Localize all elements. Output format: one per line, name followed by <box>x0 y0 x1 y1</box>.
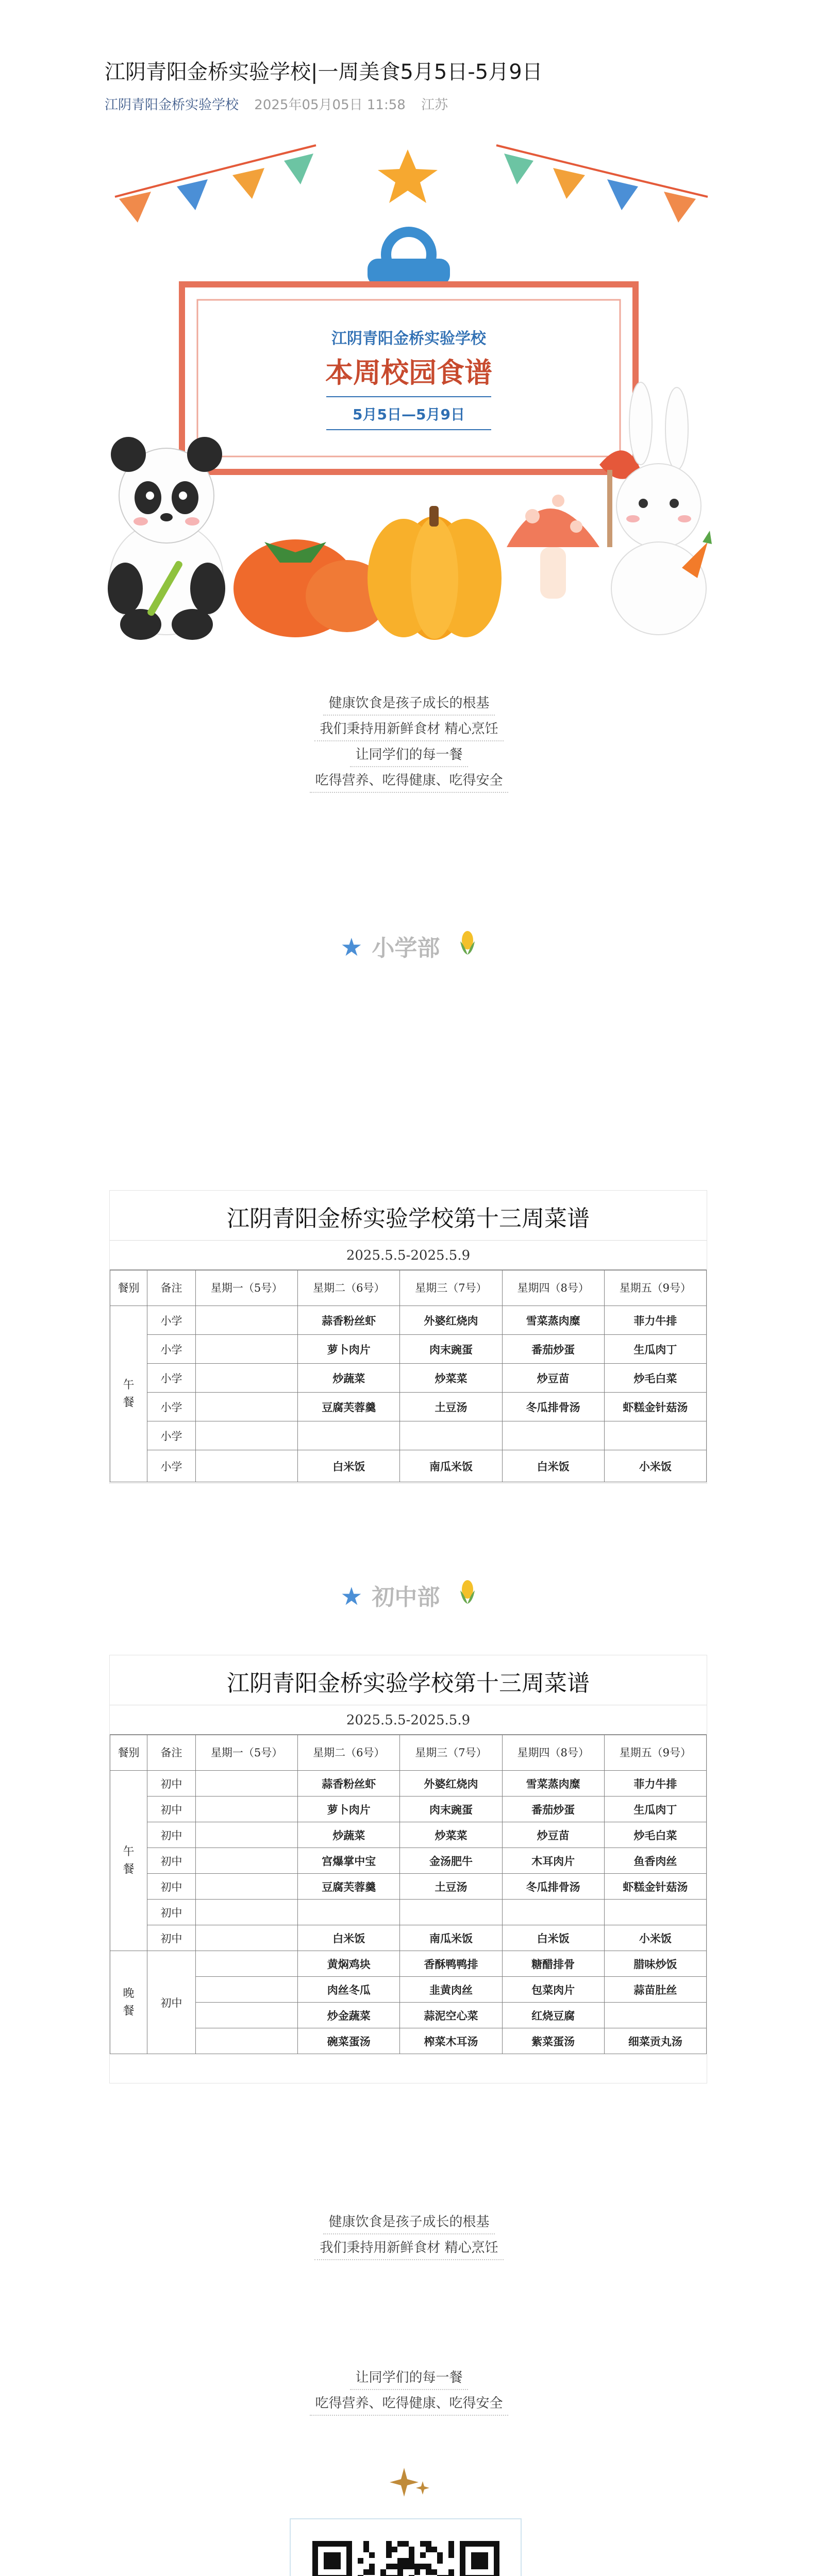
table-row <box>110 1848 707 1874</box>
dish-cell: 炒蔬菜 <box>298 1364 400 1393</box>
dish-cell: 炒毛白菜 <box>604 1822 706 1848</box>
dish-cell: 菲力牛排 <box>604 1771 706 1797</box>
table-row <box>110 1306 707 1335</box>
dish-cell <box>502 1421 604 1450</box>
dish-cell: 白米饭 <box>502 1925 604 1951</box>
dish-cell: 白米饭 <box>298 1925 400 1951</box>
dish-cell: 榨菜木耳汤 <box>400 2028 502 2054</box>
dish-cell: 炒菜菜 <box>400 1822 502 1848</box>
header-cell: 星期一（5号） <box>196 1270 298 1306</box>
dish-cell <box>196 2003 298 2028</box>
dish-cell: 紫菜蛋汤 <box>502 2028 604 2054</box>
note-cell: 小学 <box>147 1421 196 1450</box>
table-row <box>110 1421 707 1450</box>
table-row <box>110 1797 707 1822</box>
header-cell: 星期四（8号） <box>502 1735 604 1771</box>
dish-cell <box>298 1421 400 1450</box>
corn-icon <box>449 935 477 961</box>
table-row <box>110 1335 707 1364</box>
menu-header-row <box>110 1270 707 1306</box>
dish-cell <box>196 1797 298 1822</box>
header-cell: 餐别 <box>110 1270 147 1306</box>
dish-cell: 白米饭 <box>502 1450 604 1482</box>
dish-cell <box>502 1900 604 1925</box>
dish-cell: 番茄炒蛋 <box>502 1335 604 1364</box>
pumpkin-illustration <box>368 506 502 640</box>
dish-cell: 炒豆苗 <box>502 1822 604 1848</box>
dish-cell: 番茄炒蛋 <box>502 1797 604 1822</box>
header-cell: 星期一（5号） <box>196 1735 298 1771</box>
menu-title: 江阴青阳金桥实验学校第十三周菜谱 <box>110 1191 707 1241</box>
dish-cell: 碗菜蛋汤 <box>298 2028 400 2054</box>
dish-cell: 包菜肉片 <box>502 1977 604 2003</box>
menu-header-row <box>110 1735 707 1771</box>
dish-cell <box>196 1951 298 1977</box>
menu-table-primary <box>109 1190 707 1484</box>
dish-cell: 糖醋排骨 <box>502 1951 604 1977</box>
table-row <box>110 1450 707 1482</box>
dish-cell: 土豆汤 <box>400 1393 502 1421</box>
dish-cell: 外婆红烧肉 <box>400 1306 502 1335</box>
dish-cell: 黄焖鸡块 <box>298 1951 400 1977</box>
header-cell: 餐别 <box>110 1735 147 1771</box>
table-row <box>110 1874 707 1900</box>
dish-cell <box>196 1874 298 1900</box>
note-cell: 小学 <box>147 1306 196 1335</box>
dish-cell: 宫爆掌中宝 <box>298 1848 400 1874</box>
menu-grid <box>110 1270 707 1482</box>
dish-cell: 蒜泥空心菜 <box>400 2003 502 2028</box>
dish-cell <box>196 1364 298 1393</box>
note-cell: 初中 <box>147 1848 196 1874</box>
dish-cell: 蒜香粉丝虾 <box>298 1771 400 1797</box>
dish-cell: 虾糕金针菇汤 <box>604 1393 706 1421</box>
dish-cell <box>604 2003 706 2028</box>
table-row <box>110 1822 707 1848</box>
dish-cell <box>400 1421 502 1450</box>
dish-cell: 外婆红烧肉 <box>400 1771 502 1797</box>
article-meta <box>105 94 459 113</box>
note-cell: 小学 <box>147 1450 196 1482</box>
dish-cell: 肉丝冬瓜 <box>298 1977 400 2003</box>
slogan-line: 让同学们的每一餐 <box>0 2367 818 2390</box>
dish-cell: 蒜香粉丝虾 <box>298 1306 400 1335</box>
header-cell: 备注 <box>147 1735 196 1771</box>
header-cell: 星期三（7号） <box>400 1270 502 1306</box>
dish-cell <box>604 1900 706 1925</box>
banner-heading-text: 本周校园食谱 <box>325 357 492 389</box>
dish-cell: 炒蔬菜 <box>298 1822 400 1848</box>
table-row <box>110 1364 707 1393</box>
dish-cell: 小米饭 <box>604 1450 706 1482</box>
dish-cell: 蒜苗肚丝 <box>604 1977 706 2003</box>
menu-body <box>110 1771 707 2054</box>
menu-title: 江阴青阳金桥实验学校第十三周菜谱 <box>110 1655 707 1705</box>
dish-cell <box>196 1822 298 1848</box>
dish-cell: 鱼香肉丝 <box>604 1848 706 1874</box>
dish-cell <box>196 1900 298 1925</box>
star-icon: ★ <box>340 933 363 962</box>
dish-cell <box>196 1450 298 1482</box>
dish-cell <box>196 2028 298 2054</box>
note-cell: 初中 <box>147 1900 196 1925</box>
slogan-line: 吃得营养、吃得健康、吃得安全 <box>0 2393 818 2416</box>
sparkle-icon <box>390 2466 431 2499</box>
publish-location: 江苏 <box>421 97 448 113</box>
slogan-line: 我们秉持用新鲜食材 精心烹饪 <box>0 2237 818 2260</box>
section-header-middle <box>0 1579 818 1612</box>
dish-cell: 炒金蔬菜 <box>298 2003 400 2028</box>
dish-cell: 肉末豌蛋 <box>400 1335 502 1364</box>
banner-school-text: 江阴青阳金桥实验学校 <box>331 330 486 348</box>
header-cell: 星期二（6号） <box>298 1270 400 1306</box>
dish-cell: 萝卜肉片 <box>298 1797 400 1822</box>
table-row <box>110 1771 707 1797</box>
dish-cell: 木耳肉片 <box>502 1848 604 1874</box>
dish-cell: 生瓜肉丁 <box>604 1797 706 1822</box>
publish-datetime: 2025年05月05日 11:58 <box>254 97 406 113</box>
menu-date: 2025.5.5-2025.5.9 <box>110 1241 707 1270</box>
dish-cell <box>196 1306 298 1335</box>
persimmon-illustration <box>233 539 388 637</box>
table-row <box>110 2003 707 2028</box>
meal-cell: 晚 餐 <box>110 1951 147 2054</box>
menu-banner-image <box>105 135 713 640</box>
slogan-line: 健康饮食是孩子成长的根基 <box>0 2211 818 2234</box>
header-cell: 星期五（9号） <box>604 1735 706 1771</box>
dish-cell: 冬瓜排骨汤 <box>502 1393 604 1421</box>
section-title: 小学部 <box>372 935 440 961</box>
dish-cell: 腊味炒饭 <box>604 1951 706 1977</box>
table-row <box>110 1925 707 1951</box>
menu-date: 2025.5.5-2025.5.9 <box>110 1705 707 1735</box>
dish-cell: 土豆汤 <box>400 1874 502 1900</box>
dish-cell: 南瓜米饭 <box>400 1450 502 1482</box>
menu-body <box>110 1306 707 1482</box>
dish-cell <box>400 1900 502 1925</box>
qr-code-graphic <box>291 2519 521 2576</box>
dish-cell <box>196 1848 298 1874</box>
account-link[interactable]: 江阴青阳金桥实验学校 <box>105 97 239 113</box>
note-cell: 初中 <box>147 1771 196 1797</box>
section-header-primary <box>0 929 818 962</box>
dish-cell: 炒菜菜 <box>400 1364 502 1393</box>
dish-cell: 白米饭 <box>298 1450 400 1482</box>
dish-cell: 南瓜米饭 <box>400 1925 502 1951</box>
dish-cell: 炒毛白菜 <box>604 1364 706 1393</box>
table-row <box>110 2028 707 2054</box>
note-cell: 小学 <box>147 1364 196 1393</box>
note-cell: 初中 <box>147 1822 196 1848</box>
dish-cell <box>196 1393 298 1421</box>
header-cell: 星期三（7号） <box>400 1735 502 1771</box>
dish-cell: 生瓜肉丁 <box>604 1335 706 1364</box>
menu-table-middle <box>109 1655 707 2083</box>
dish-cell <box>196 1977 298 2003</box>
slogan-line: 我们秉持用新鲜食材 精心烹饪 <box>0 718 818 741</box>
article-title: 江阴青阳金桥实验学校|一周美食5月5日-5月9日 <box>105 60 543 84</box>
dish-cell: 虾糕金针菇汤 <box>604 1874 706 1900</box>
dish-cell: 豆腐芙蓉羹 <box>298 1874 400 1900</box>
note-cell: 初中 <box>147 1925 196 1951</box>
table-row <box>110 1977 707 2003</box>
panda-illustration <box>108 437 225 640</box>
dish-cell: 菲力牛排 <box>604 1306 706 1335</box>
banner-dates-text: 5月5日—5月9日 <box>353 406 465 423</box>
dish-cell: 细菜贡丸汤 <box>604 2028 706 2054</box>
meal-cell: 午 餐 <box>110 1306 147 1482</box>
dish-cell: 雪菜蒸肉糜 <box>502 1771 604 1797</box>
dish-cell: 炒豆苗 <box>502 1364 604 1393</box>
banner-illustration <box>105 135 713 640</box>
dish-cell: 韭黄肉丝 <box>400 1977 502 2003</box>
dish-cell <box>604 1421 706 1450</box>
note-cell: 小学 <box>147 1393 196 1421</box>
header-cell: 星期二（6号） <box>298 1735 400 1771</box>
table-row <box>110 1900 707 1925</box>
header-cell: 星期四（8号） <box>502 1270 604 1306</box>
dish-cell <box>196 1421 298 1450</box>
dish-cell <box>196 1335 298 1364</box>
note-cell: 小学 <box>147 1335 196 1364</box>
note-cell: 初中 <box>147 1797 196 1822</box>
dish-cell: 香酥鸭鸭排 <box>400 1951 502 1977</box>
star-icon: ★ <box>340 1582 363 1611</box>
note-cell: 初中 <box>147 1951 196 2054</box>
dish-cell <box>196 1771 298 1797</box>
dish-cell: 雪菜蒸肉糜 <box>502 1306 604 1335</box>
dish-cell: 冬瓜排骨汤 <box>502 1874 604 1900</box>
note-cell: 初中 <box>147 1874 196 1900</box>
corn-icon <box>449 1584 477 1611</box>
slogan-line: 吃得营养、吃得健康、吃得安全 <box>0 770 818 793</box>
header-cell: 星期五（9号） <box>604 1270 706 1306</box>
header-cell: 备注 <box>147 1270 196 1306</box>
menu-grid <box>110 1735 707 2054</box>
dish-cell: 小米饭 <box>604 1925 706 1951</box>
slogan-line: 健康饮食是孩子成长的根基 <box>0 692 818 716</box>
dish-cell <box>298 1900 400 1925</box>
qr-code <box>290 2518 522 2576</box>
dish-cell: 萝卜肉片 <box>298 1335 400 1364</box>
section-title: 初中部 <box>372 1584 440 1611</box>
table-row <box>110 1951 707 1977</box>
meal-cell: 午 餐 <box>110 1771 147 1951</box>
dish-cell: 红烧豆腐 <box>502 2003 604 2028</box>
slogan-line: 让同学们的每一餐 <box>0 744 818 767</box>
dish-cell: 肉末豌蛋 <box>400 1797 502 1822</box>
dish-cell: 金汤肥牛 <box>400 1848 502 1874</box>
dish-cell: 豆腐芙蓉羹 <box>298 1393 400 1421</box>
dish-cell <box>196 1925 298 1951</box>
table-row <box>110 1393 707 1421</box>
